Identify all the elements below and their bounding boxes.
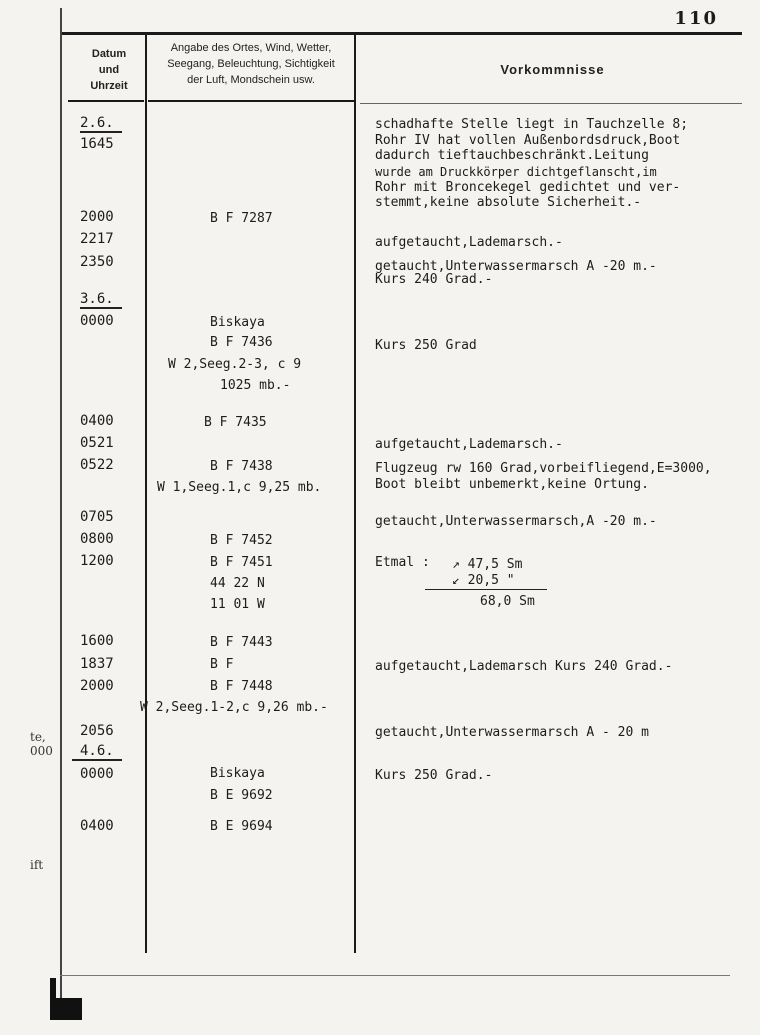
event-1645-line-6: stemmt,keine absolute Sicherheit.-: [375, 195, 642, 210]
date-underline: [80, 307, 122, 309]
time-2000-b: 2000: [80, 678, 114, 694]
header-date-line-1: Datum: [91, 48, 127, 60]
header-place-line-3: der Luft, Mondschein usw.: [187, 74, 315, 86]
date-underline: [72, 759, 122, 761]
time-0000-b: 0000: [80, 766, 114, 782]
header-place-line-1: Angabe des Ortes, Wind, Wetter,: [170, 42, 332, 54]
position-1200-line-1: B F 7451: [210, 555, 273, 570]
date-2-6: 2.6.: [80, 115, 114, 131]
position-0522-line-1: B F 7438: [210, 459, 273, 474]
header-bottom-rule-events: [360, 103, 742, 104]
etmal-value-1: ↗ 47,5 Sm: [452, 557, 523, 572]
position-1600: B F 7443: [210, 635, 273, 650]
time-1600: 1600: [80, 633, 114, 649]
header-events-column: Vorkommnisse: [500, 62, 605, 77]
position-2000-b-line-2: W 2,Seeg.1-2,c 9,26 mb.-: [140, 700, 328, 715]
etmal-value-2: ↙ 20,5 ": [452, 573, 515, 588]
time-2217: 2217: [80, 231, 114, 247]
position-1200-line-3: 11 01 W: [210, 597, 265, 612]
margin-fragment-1: te,: [30, 730, 46, 744]
time-0705: 0705: [80, 509, 114, 525]
event-2350-line-1: getaucht,Unterwassermarsch A -20 m.-: [375, 259, 657, 274]
time-2056: 2056: [80, 723, 114, 739]
header-place-line-2: Seegang, Beleuchtung, Sichtigkeit: [167, 58, 335, 70]
etmal-label: Etmal :: [375, 555, 430, 570]
event-0521: aufgetaucht,Lademarsch.-: [375, 437, 563, 452]
binding-black-bar: [50, 978, 56, 1000]
time-2000: 2000: [80, 209, 114, 225]
header-bottom-rule-place: [148, 100, 354, 102]
event-1837: aufgetaucht,Lademarsch Kurs 240 Grad.-: [375, 659, 673, 674]
event-2217: aufgetaucht,Lademarsch.-: [375, 235, 563, 250]
position-0400-b: B E 9694: [210, 819, 273, 834]
event-1645-line-5: Rohr mit Broncekegel gedichtet und ver-: [375, 180, 681, 195]
event-0000: Kurs 250 Grad: [375, 338, 477, 353]
header-date-column: [78, 46, 140, 94]
event-1645-line-3: dadurch tieftauchbeschränkt.Leitung: [375, 148, 649, 163]
time-0400: 0400: [80, 413, 114, 429]
header-date-line-3: Uhrzeit: [90, 80, 128, 92]
position-1200-line-2: 44 22 N: [210, 576, 265, 591]
date-3-6: 3.6.: [80, 291, 114, 307]
time-0400-b: 0400: [80, 818, 114, 834]
event-2350-line-2: Kurs 240 Grad.-: [375, 272, 493, 287]
header-date-line-2: und: [98, 64, 120, 76]
position-0000-b-line-1: Biskaya: [210, 766, 265, 781]
etmal-sum-rule: [425, 589, 547, 590]
time-1837: 1837: [80, 656, 114, 672]
column-divider-1: [145, 35, 147, 953]
etmal-total: 68,0 Sm: [480, 594, 535, 609]
binding-black-block: [50, 998, 82, 1020]
header-place-column: [148, 40, 354, 88]
margin-fragment-2: 000: [30, 744, 53, 758]
event-0000-b: Kurs 250 Grad.-: [375, 768, 493, 783]
top-rule: [60, 32, 742, 35]
time-0522: 0522: [80, 457, 114, 473]
position-0000-line-3: W 2,Seeg.2-3, c 9: [168, 357, 302, 372]
event-2056: getaucht,Unterwassermarsch A - 20 m: [375, 725, 649, 740]
position-0000-line-1: Biskaya: [210, 315, 265, 330]
time-0800: 0800: [80, 531, 114, 547]
position-0800: B F 7452: [210, 533, 273, 548]
time-2350: 2350: [80, 254, 114, 270]
event-0522-line-1: Flugzeug rw 160 Grad,vorbeifliegend,E=3000,: [375, 461, 712, 476]
date-underline: [80, 131, 122, 133]
event-0705: getaucht,Unterwassermarsch,A -20 m.-: [375, 514, 657, 529]
margin-fragment-3: ift: [30, 858, 44, 872]
event-1645-line-2: Rohr IV hat vollen Außenbordsdruck,Boot: [375, 133, 681, 148]
time-0000: 0000: [80, 313, 114, 329]
page-number: 110: [674, 8, 718, 29]
time-1645: 1645: [80, 136, 114, 152]
position-0400: B F 7435: [204, 415, 267, 430]
column-divider-2: [354, 35, 356, 953]
position-0000-line-4: 1025 mb.-: [220, 378, 291, 393]
time-1200: 1200: [80, 553, 114, 569]
position-2000-b-line-1: B F 7448: [210, 679, 273, 694]
position-0522-line-2: W 1,Seeg.1,c 9,25 mb.: [157, 480, 322, 495]
position-1837: B F: [210, 657, 234, 672]
event-1645-line-1: schadhafte Stelle liegt in Tauchzelle 8;: [375, 117, 689, 132]
bottom-rule: [60, 975, 730, 976]
event-1645-line-4: wurde am Druckkörper dichtgeflanscht,im: [375, 165, 657, 179]
left-margin-line: [60, 8, 62, 998]
date-4-6: 4.6.: [80, 743, 114, 759]
event-0522-line-2: Boot bleibt unbemerkt,keine Ortung.: [375, 477, 649, 492]
time-0521: 0521: [80, 435, 114, 451]
position-2000: B F 7287: [210, 211, 273, 226]
position-0000-b-line-2: B E 9692: [210, 788, 273, 803]
position-0000-line-2: B F 7436: [210, 335, 273, 350]
header-bottom-rule-date: [68, 100, 144, 102]
